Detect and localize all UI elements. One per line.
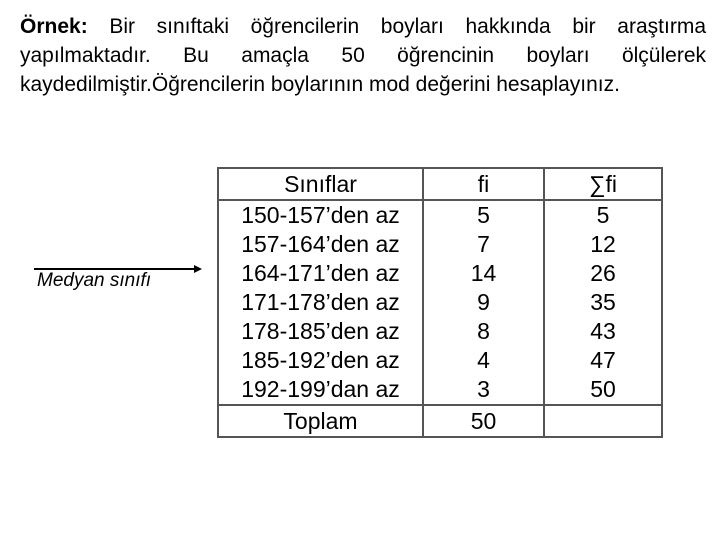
class-cell: 157-164’den az	[218, 230, 423, 259]
cumulative-cell: 47	[544, 346, 662, 375]
class-cell: 178-185’den az	[218, 317, 423, 346]
frequency-cell: 5	[423, 200, 544, 230]
class-cell: 150-157’den az	[218, 200, 423, 230]
median-arrow-icon	[34, 262, 204, 276]
table-row	[218, 259, 662, 288]
median-class-label: Medyan sınıfı	[37, 270, 152, 291]
cumulative-cell: 5	[544, 200, 662, 230]
table-row	[218, 288, 662, 317]
cumulative-cell: 50	[544, 375, 662, 405]
total-cumulative	[544, 405, 662, 437]
header-classes: Sınıflar	[218, 168, 423, 200]
total-label: Toplam	[218, 405, 423, 437]
frequency-cell: 9	[423, 288, 544, 317]
class-cell: 185-192’den az	[218, 346, 423, 375]
frequency-cell: 7	[423, 230, 544, 259]
table-total-row	[218, 405, 662, 437]
table-row	[218, 375, 662, 405]
table-row	[218, 200, 662, 230]
header-cumulative-frequency: ∑fi	[544, 168, 662, 200]
frequency-table	[217, 167, 663, 438]
table-row	[218, 346, 662, 375]
example-label: Örnek:	[20, 15, 88, 38]
cumulative-cell: 43	[544, 317, 662, 346]
class-cell: 192-199’dan az	[218, 375, 423, 405]
table-row	[218, 317, 662, 346]
problem-text: Bir sınıftaki öğrencilerin boyları hakkında bir araştırma yapılmaktadır. Bu amaçla 50 öğrencinin boyları ölçülerek kaydedilmiştir.Öğrencilerin boylarının mod değerini hesaplayınız.	[20, 15, 706, 96]
class-cell: 164-171’den az	[218, 259, 423, 288]
problem-statement	[20, 12, 706, 99]
frequency-cell: 8	[423, 317, 544, 346]
cumulative-cell: 35	[544, 288, 662, 317]
table-header-row	[218, 168, 662, 200]
total-frequency: 50	[423, 405, 544, 437]
cumulative-cell: 12	[544, 230, 662, 259]
frequency-cell: 14	[423, 259, 544, 288]
header-frequency: fi	[423, 168, 544, 200]
frequency-cell: 4	[423, 346, 544, 375]
cumulative-cell: 26	[544, 259, 662, 288]
table-row	[218, 230, 662, 259]
frequency-cell: 3	[423, 375, 544, 405]
class-cell: 171-178’den az	[218, 288, 423, 317]
